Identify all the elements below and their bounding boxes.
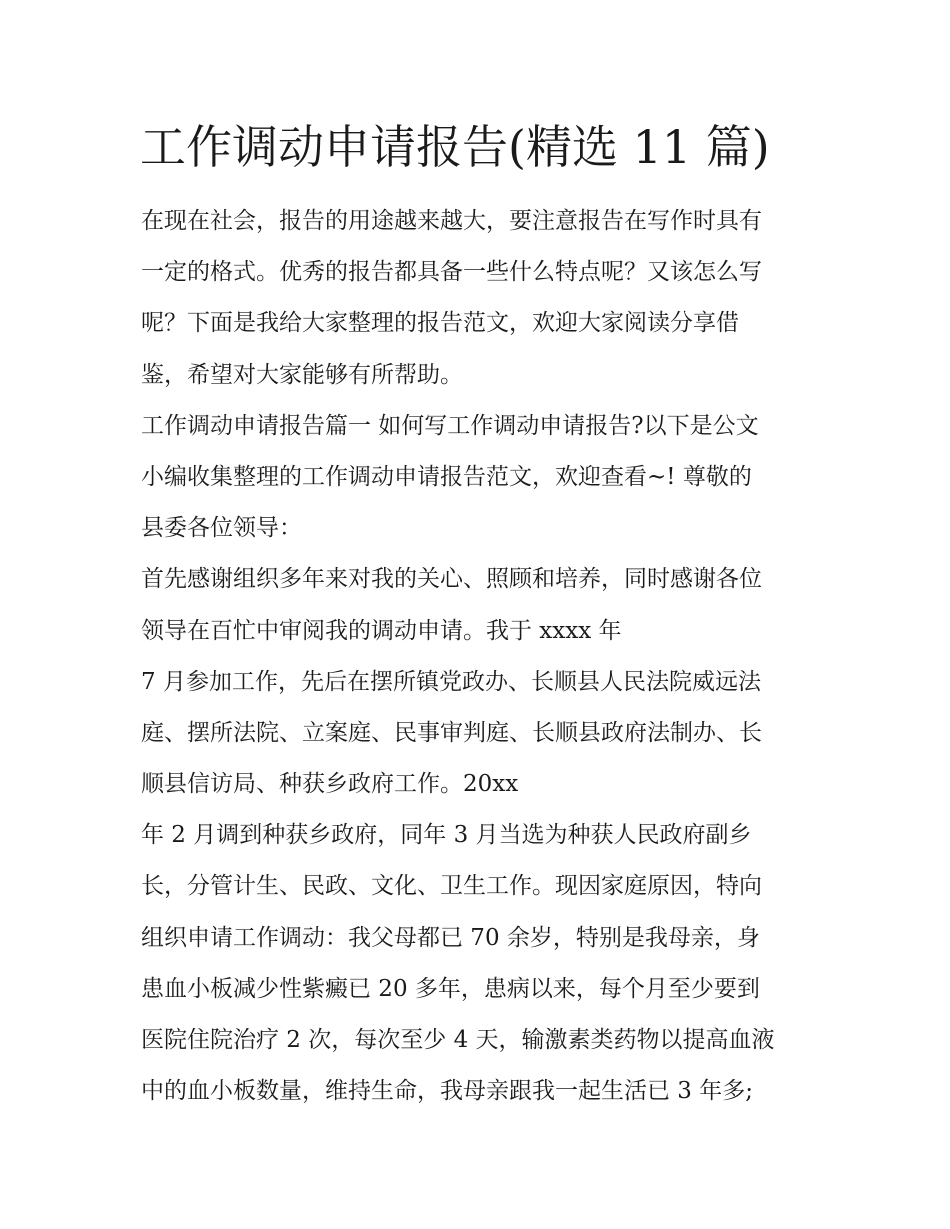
body-line: 小编收集整理的工作调动申请报告范文，欢迎查看~! 尊敬的 [141, 463, 752, 490]
body-line: 组织申请工作调动：我父母都已 70 余岁，特别是我母亲，身 [141, 924, 760, 951]
body-line: 首先感谢组织多年来对我的关心、照顾和培养，同时感谢各位 [141, 566, 762, 593]
document-body [141, 196, 831, 1117]
body-line: 工作调动申请报告篇一 如何写工作调动申请报告?以下是公文 [141, 412, 759, 439]
body-line: 鉴，希望对大家能够有所帮助。 [141, 361, 463, 388]
body-line: 7 月参加工作，先后在摆所镇党政办、长顺县人民法院威远法 [141, 668, 761, 695]
body-line: 医院住院治疗 2 次，每次至少 4 天，输激素类药物以提高血液 [141, 1027, 775, 1053]
body-line: 一定的格式。优秀的报告都具备一些什么特点呢？又该怎么写 [141, 259, 762, 286]
body-line: 呢？下面是我给大家整理的报告范文，欢迎大家阅读分享借 [141, 310, 739, 337]
body-line: 长，分管计生、民政、文化、卫生工作。现因家庭原因，特向 [141, 873, 762, 900]
body-line: 年 2 月调到种获乡政府，同年 3 月当选为种获人民政府副乡 [141, 822, 752, 849]
body-line: 在现在社会，报告的用途越来越大，要注意报告在写作时具有 [141, 208, 762, 234]
body-line: 患血小板减少性紫癜已 20 多年，患病以来，每个月至少要到 [141, 975, 760, 1002]
body-line: 中的血小板数量，维持生命，我母亲跟我一起生活已 3 年多; [141, 1078, 754, 1105]
body-line: 顺县信访局、种获乡政府工作。20xx [141, 771, 519, 798]
body-line: 县委各位领导： [141, 515, 302, 542]
document-title: 工作调动申请报告(精选 11 篇) [140, 120, 770, 174]
body-line: 庭、摆所法院、立案庭、民事审判庭、长顺县政府法制办、长 [141, 719, 762, 746]
body-line: 领导在百忙中审阅我的调动申请。我于 xxxx 年 [141, 617, 622, 644]
